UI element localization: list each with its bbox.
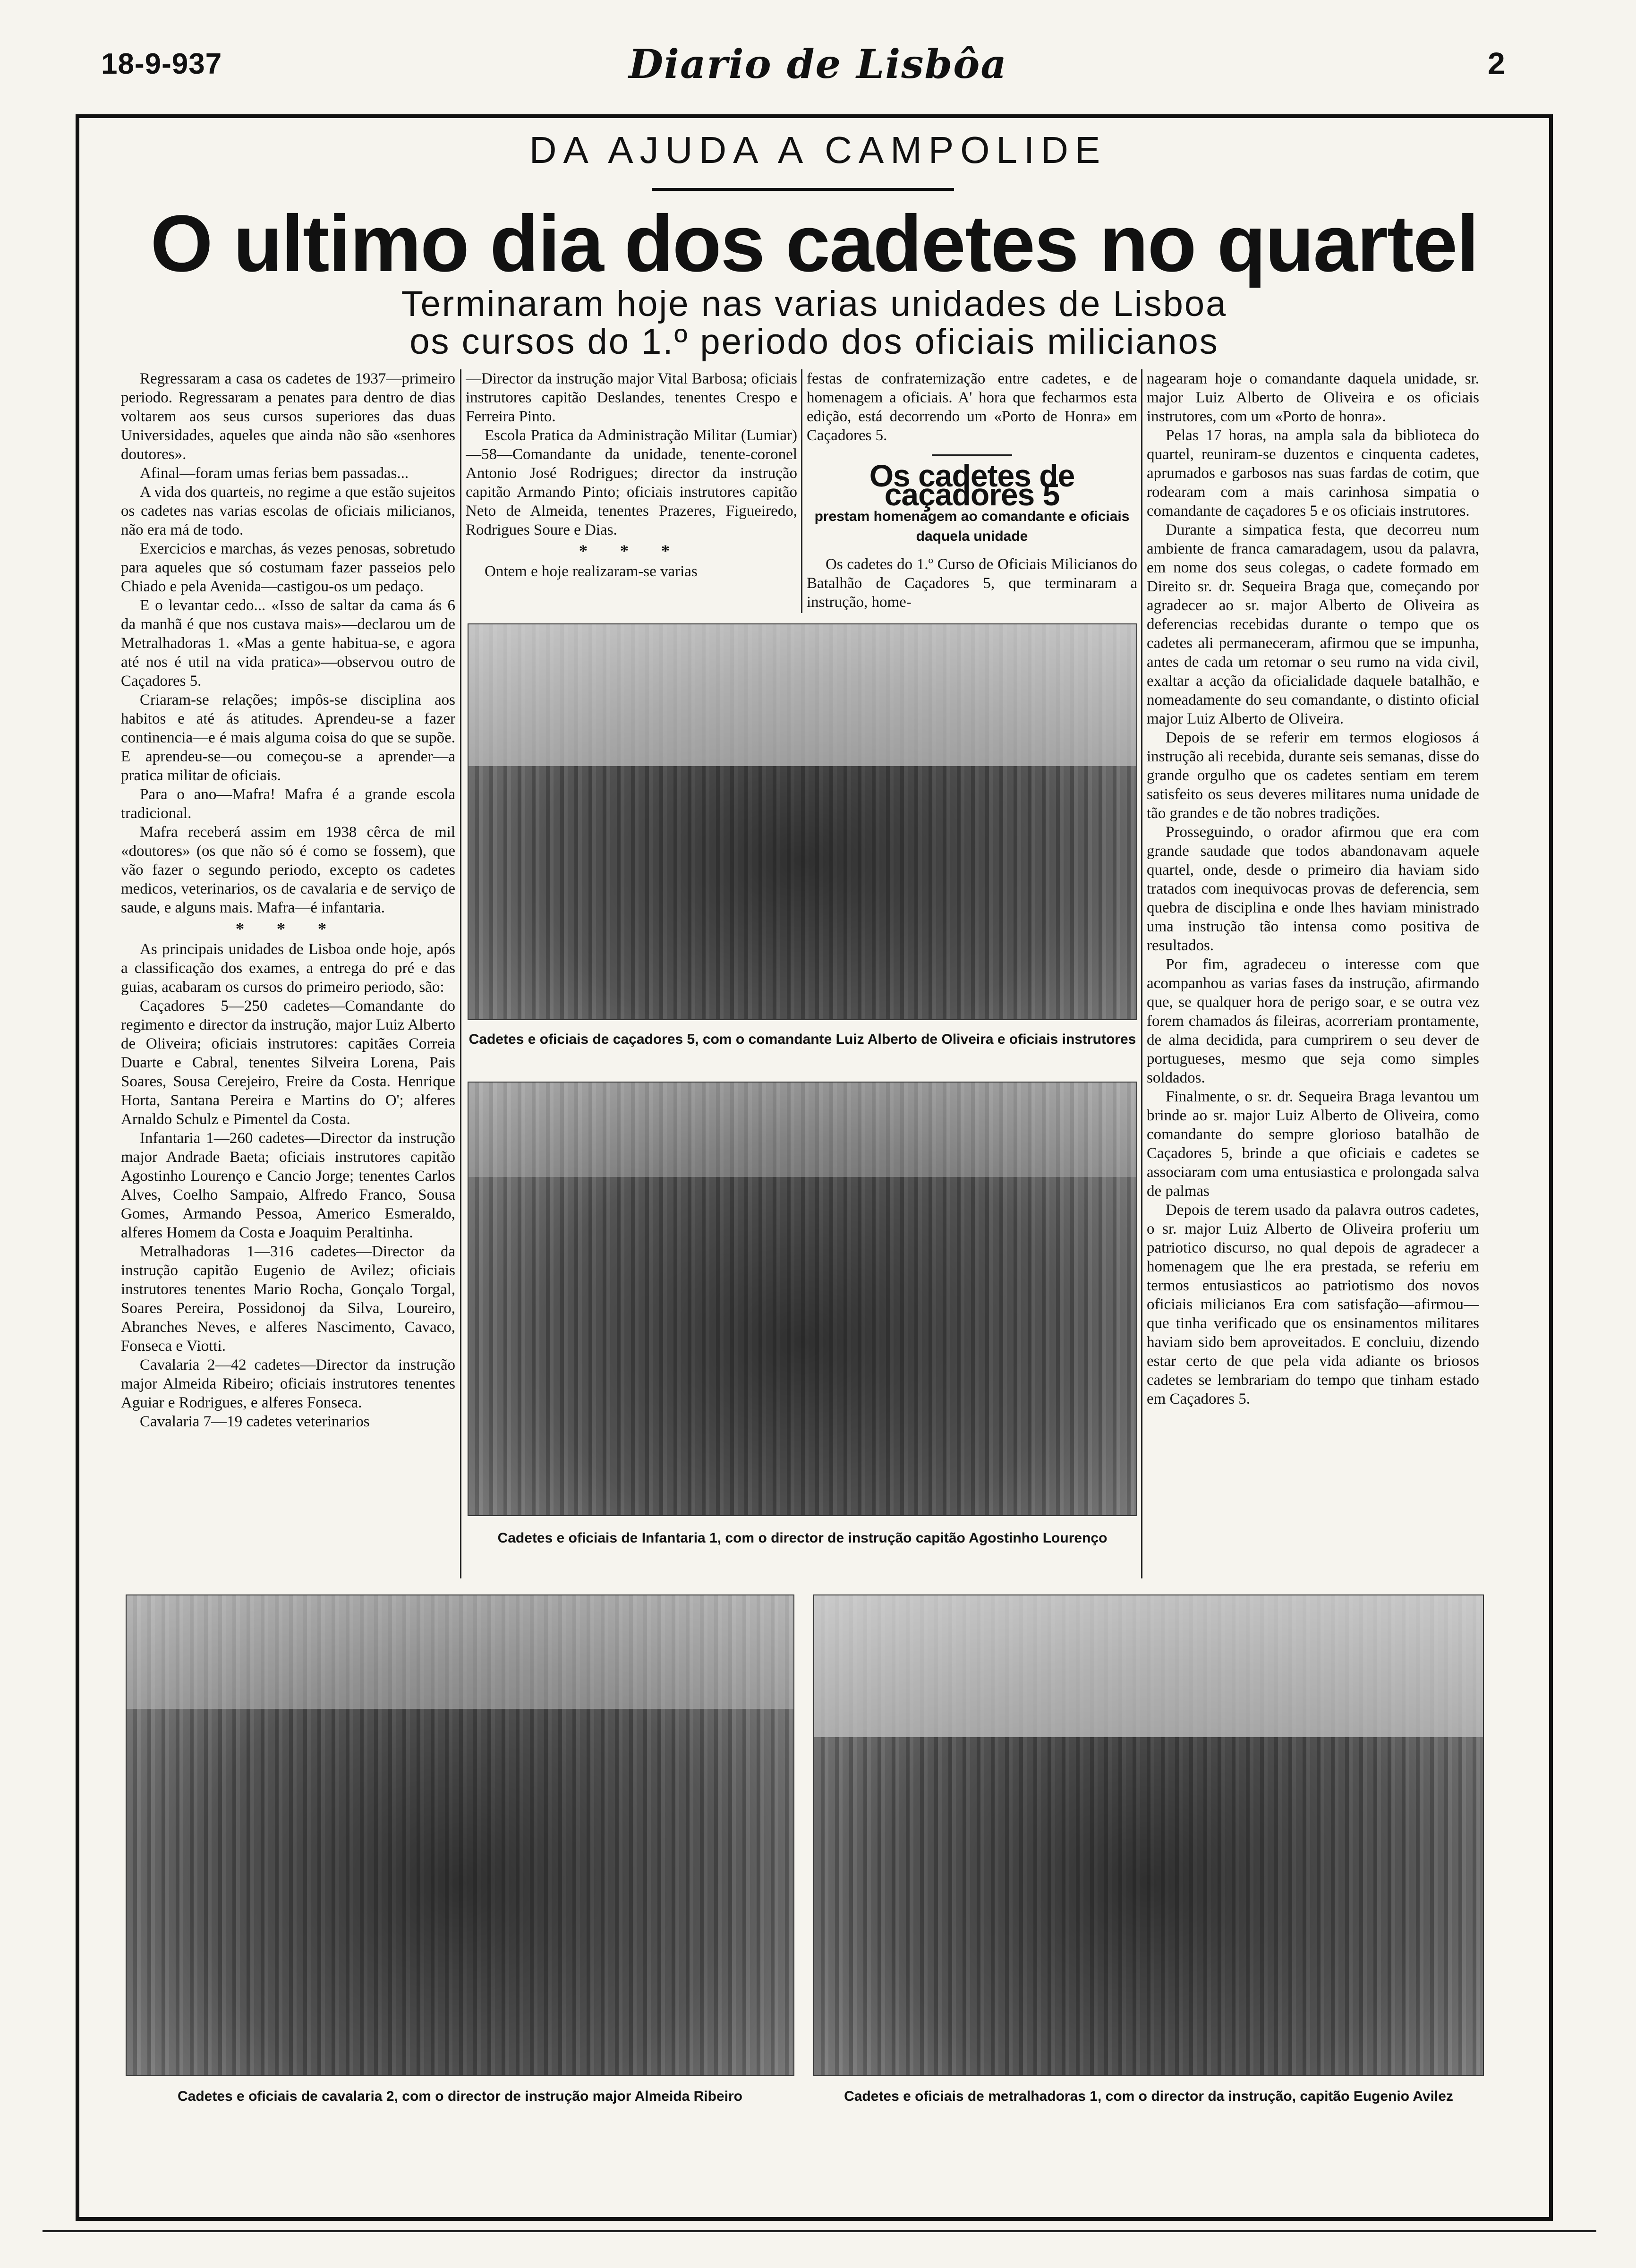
paragraph: Caçadores 5—250 cadetes—Comandante do regimento e director da instrução, major Luiz Alberto de Oliveira; oficiais instrutores: capitães Correia Duarte e Cabral, tenentes Silveira Lorena, Pais Soares, Sousa Cerejeiro, Freire da Costa. Henrique Horta, Santana Pereira e Martins do O'; alferes Arnaldo Schulz e Pimentel da Costa. bbox=[121, 998, 455, 1128]
article-kicker: DA AJUDA A CAMPOLIDE bbox=[529, 129, 1107, 171]
group-photo-metralhadoras-1 bbox=[813, 1594, 1484, 2076]
paragraph: A vida dos quarteis, no regime a que estão sujeitos os cadetes nas varias escolas de oficiais milicianos, não era má de todo. bbox=[121, 484, 455, 538]
paragraph: Regressaram a casa os cadetes de 1937—primeiro periodo. Regressaram a penates para dentro de dias voltarem aos seus cursos superiores das duas Universidades, aqueles que ainda não são «senhores doutores». bbox=[121, 370, 455, 463]
paragraph: Cavalaria 2—42 cadetes—Director da instrução major Almeida Ribeiro; oficiais instrutores tenentes Aguiar e Rodrigues, e alferes Fonseca. bbox=[121, 1356, 455, 1411]
column-rule bbox=[1141, 369, 1142, 1578]
issue-date: 18-9-937 bbox=[101, 48, 222, 80]
photo-sky bbox=[127, 1595, 793, 1709]
subhead: Os cadetes de caçadores 5 bbox=[869, 458, 1075, 512]
paragraph: Criaram-se relações; impôs-se disciplina aos habitos e até ás atitudes. Aprendeu-se a fazer continencia—e é mais alguma coisa do que se supõe. E aprendeu-se—ou começou-se a aprender—a pratica militar de oficiais. bbox=[121, 691, 455, 784]
paragraph: Para o ano—Mafra! Mafra é a grande escola tradicional. bbox=[121, 786, 455, 822]
photo-caption: Cadetes e oficiais de cavalaria 2, com o director de instrução major Almeida Ribeiro bbox=[178, 2089, 742, 2104]
paragraph: Depois de terem usado da palavra outros cadetes, o sr. major Luiz Alberto de Oliveira proferiu um patriotico discurso, no qual depois de agradecer a homenagem que lhe era prestada, se referiu em termos entusiasticos ao patriotismo dos novos oficiais milicianos Era com satisfação—afirmou—que tinha verificado que os ensinamentos militares haviam sido bem aproveitados. E concluiu, dizendo estar certo de que pela vida adiante os briosos cadetes se lembrariam do tempo que tinham estado em Caçadores 5. bbox=[1147, 1202, 1479, 1407]
paragraph: nagearam hoje o comandante daquela unidade, sr. major Luiz Alberto de Oliveira e os oficiais instrutores, com um «Porto de honra». bbox=[1147, 370, 1479, 425]
article-deck-line-2: os cursos do 1.º periodo dos oficiais milicianos bbox=[409, 322, 1219, 362]
paragraph: Prosseguindo, o orador afirmou que era com grande saudade que todos abandonavam aquele quartel, onde, desde o primeiro dia haviam sido tratados com inequivocas provas de deferencia, sem quebra de disciplina e onde lhes haviam ministrado uma instrução tão intensa como positiva de resultados. bbox=[1147, 824, 1479, 954]
paragraph: Finalmente, o sr. dr. Sequeira Braga levantou um brinde ao sr. major Luiz Alberto de Oliveira, como comandante do sempre glorioso batalhão de Caçadores 5, brinde a que oficiais e cadetes se associaram com uma entusiastica e prolongada salva de palmas bbox=[1147, 1088, 1479, 1200]
column-1 bbox=[121, 369, 455, 1565]
paragraph: Pelas 17 horas, na ampla sala da biblioteca do quartel, reuniram-se duzentos e cinquenta cadetes, aprumados e garbosos nas suas fardas de cotim, que rodearam com a mais carinhosa simpatia o comandante de caçadores 5 e os oficiais instrutores. bbox=[1147, 427, 1479, 520]
column-rule bbox=[801, 369, 802, 613]
newspaper-title: Diario de Lisbôa bbox=[629, 41, 1007, 87]
group-photo-cacadores-5 bbox=[468, 623, 1137, 1020]
paragraph: Durante a simpatica festa, que decorreu num ambiente de franca camaradagem, usou da palavra, em nome dos seus colegas, o cadete formado em Direito sr. dr. Sequeira Braga que, começando por agradecer ao sr. major Alberto de Oliveira as deferencias recebidas durante o tempo que os cadetes ali permaneceram, afirmou que se impunha, antes de cada um retomar o seu rumo na vida civil, exaltar a acção da oficialidade daquele batalhão, e nomeadamente do seu comandante, o distinto oficial major Luiz Alberto de Oliveira. bbox=[1147, 521, 1479, 727]
paragraph: Infantaria 1—260 cadetes—Director da instrução major Andrade Baeta; oficiais instrutores capitão Agostinho Lourenço e Cancio Jorge; tenentes Carlos Alves, Coelho Sampaio, Alfredo Franco, Sousa Gomes, Armando Pessoa, Americo Esmeraldo, alferes Homem da Costa e Joaquim Peraltinha. bbox=[121, 1130, 455, 1241]
photo-caption: Cadetes e oficiais de caçadores 5, com o comandante Luiz Alberto de Oliveira e oficiais instrutores bbox=[469, 1032, 1136, 1047]
paragraph: Cavalaria 7—19 cadetes veterinarios bbox=[140, 1413, 370, 1430]
paragraph: Depois de se referir em termos elogiosos á instrução ali recebida, durante seis semanas, disse do grande orgulho que os cadetes sentiam em terem satisfeito os seus deveres militares numa unidade de tão grandes e de tão nobres tradições. bbox=[1147, 729, 1479, 822]
photo-caption: Cadetes e oficiais de metralhadoras 1, com o director da instrução, capitão Eugenio Avilez bbox=[844, 2089, 1453, 2104]
paragraph: Metralhadoras 1—316 cadetes—Director da instrução capitão Eugenio de Avilez; oficiais instrutores tenentes Mario Rocha, Gonçalo Torgal, Soares Pereira, Possidonoj da Silva, Loureiro, Abranches Neves, e alferes Nascimento, Cavaco, Fonseca e Viotti. bbox=[121, 1243, 455, 1355]
photo-sky bbox=[469, 1083, 1136, 1177]
group-photo-cavalaria-2 bbox=[126, 1594, 794, 2076]
section-break-stars: * * * bbox=[236, 919, 341, 938]
column-3 bbox=[807, 369, 1137, 615]
page-bottom-rule bbox=[43, 2230, 1596, 2232]
column-2 bbox=[466, 369, 797, 613]
photo-sky bbox=[814, 1595, 1483, 1737]
page-number: 2 bbox=[1488, 46, 1505, 81]
paragraph: As principais unidades de Lisboa onde hoje, após a classificação dos exames, a entrega do pré e das guias, acabaram os cursos do primeiro periodo, são: bbox=[121, 941, 455, 996]
short-rule bbox=[932, 454, 1012, 456]
photo-caption: Cadetes e oficiais de Infantaria 1, com o director de instrução capitão Agostinho Lourenço bbox=[497, 1530, 1108, 1546]
section-break-stars: * * * bbox=[579, 541, 684, 560]
paragraph: Escola Pratica da Administração Militar (Lumiar)—58—Comandante da unidade, tenente-coronel Antonio José Rodrigues; director da instrução capitão Armando Pinto; oficiais instrutores capitão Neto de Almeida, tenentes Prazeres, Figueiredo, Rodrigues Soure e Dias. bbox=[466, 427, 797, 538]
paragraph: festas de confraternização entre cadetes, e de homenagem a oficiais. A' hora que fecharmos esta edição, está decorrendo um «Porto de Honra» em Caçadores 5. bbox=[807, 370, 1137, 444]
article-headline: O ultimo dia dos cadetes no quartel bbox=[150, 199, 1478, 289]
paragraph: Exercicios e marchas, ás vezes penosas, sobretudo para aqueles que só costumam fazer passeios pelo Chiado e pela Avenida—castigou-os um pedaço. bbox=[121, 540, 455, 595]
article-deck-line-1: Terminaram hoje nas varias unidades de Lisboa bbox=[401, 284, 1227, 324]
paragraph: Afinal—foram umas ferias bem passadas... bbox=[140, 465, 409, 482]
kicker-rule bbox=[652, 188, 954, 191]
paragraph: Mafra receberá assim em 1938 cêrca de mil «doutores» (os que não só é como se fossem), que vão fazer o segundo periodo, excepto os cadetes medicos, veterinarios, os de cavalaria e de serviço de saude, e alguns mais. Mafra—é infantaria. bbox=[121, 824, 455, 916]
group-photo-infantaria-1 bbox=[468, 1082, 1137, 1516]
paragraph: E o levantar cedo... «Isso de saltar da cama ás 6 da manhã é que nos custava mais»—declarou um de Metralhadoras 1. «Mas a gente habitua-se, e agora até nos é util na vida pratica»—observou outro de Caçadores 5. bbox=[121, 597, 455, 690]
column-4 bbox=[1147, 369, 1479, 1584]
paragraph: Por fim, agradeceu o interesse com que acompanhou as varias fases da instrução, afirmando que, se qualquer hora de perigo soar, e se outra vez forem chamados ás fileiras, acorreriam prontamente, de alma decidida, para cumprirem o seu dever de portugueses, mesmo que seja como simples soldados. bbox=[1147, 956, 1479, 1086]
paragraph: Os cadetes do 1.º Curso de Oficiais Milicianos do Batalhão de Caçadores 5, que terminaram a instrução, home- bbox=[807, 556, 1137, 611]
photo-sky bbox=[469, 624, 1136, 766]
paragraph: —Director da instrução major Vital Barbosa; oficiais instrutores capitão Deslandes, tenentes Crespo e Ferreira Pinto. bbox=[466, 370, 797, 425]
column-rule bbox=[460, 369, 461, 1578]
paragraph: Ontem e hoje realizaram-se varias bbox=[485, 563, 698, 580]
subhead-deck: prestam homenagem ao comandante e oficiais daquela unidade bbox=[814, 509, 1130, 544]
